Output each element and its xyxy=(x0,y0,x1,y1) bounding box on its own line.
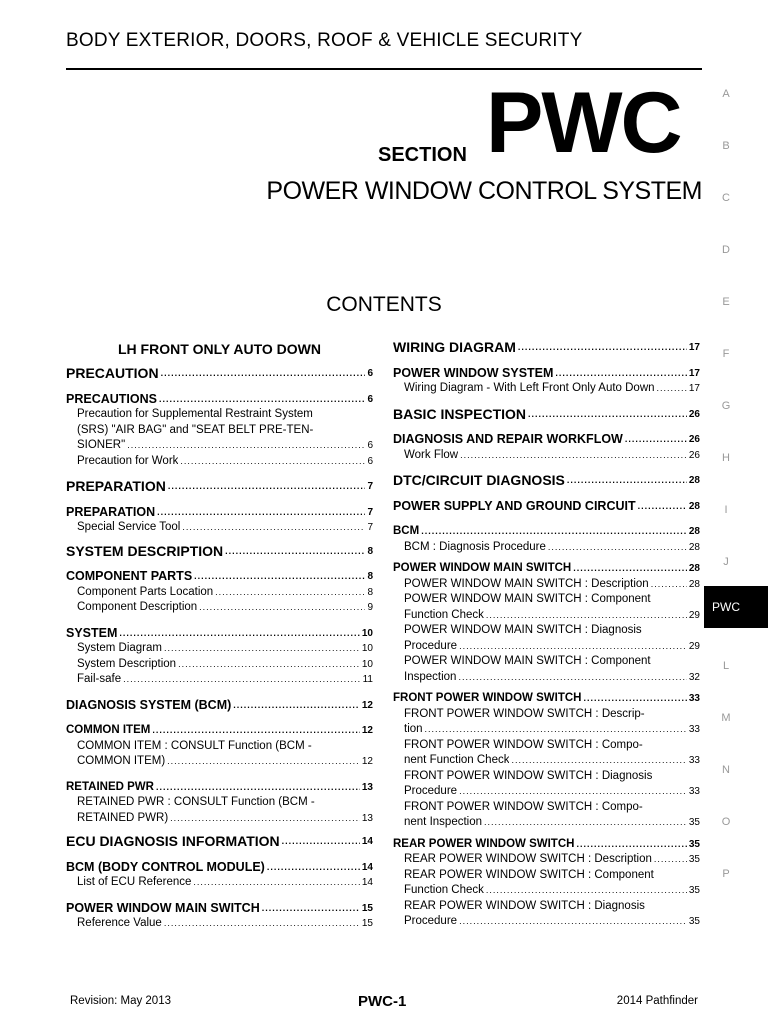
toc-entry-line[interactable]: FRONT POWER WINDOW SWITCH : Compo- xyxy=(404,738,643,751)
toc-entry[interactable]: System Diagram ..... 10 xyxy=(66,641,373,657)
toc-entry[interactable]: PRECAUTIONS ..... 6 xyxy=(66,392,373,408)
toc-entry[interactable]: PRECAUTION ..... 6 xyxy=(66,366,373,382)
toc-entry-line[interactable]: (SRS) "AIR BAG" and "SEAT BELT PRE-TEN- xyxy=(77,423,314,436)
toc-entry-line[interactable]: REAR POWER WINDOW SWITCH : Component xyxy=(404,868,654,881)
footer-page-number: PWC-1 xyxy=(358,993,407,1010)
contents-heading: CONTENTS xyxy=(326,293,442,316)
footer-revision: Revision: May 2013 xyxy=(70,995,171,1007)
section-index xyxy=(712,86,740,918)
toc-entry[interactable]: Reference Value ..... 15 xyxy=(66,916,373,932)
toc-entry[interactable]: Fail-safe ..... 11 xyxy=(66,672,373,688)
toc-entry[interactable]: COMPONENT PARTS ..... 8 xyxy=(66,569,373,585)
toc-entry[interactable]: BCM : Diagnosis Procedure ..... 28 xyxy=(393,540,700,556)
toc-entry[interactable]: REAR POWER WINDOW SWITCH ..... 35 xyxy=(393,837,700,853)
toc-entry[interactable]: Function Check ..... 29 xyxy=(393,608,700,624)
toc-entry[interactable]: Component Parts Location ..... 8 xyxy=(66,585,373,601)
toc-entry-line[interactable]: FRONT POWER WINDOW SWITCH : Compo- xyxy=(404,800,643,813)
toc-entry[interactable]: FRONT POWER WINDOW SWITCH ..... 33 xyxy=(393,691,700,707)
toc-entry-line[interactable]: Precaution for Supplemental Restraint System xyxy=(77,408,313,420)
footer-model: 2014 Pathfinder xyxy=(616,995,698,1007)
toc-entry-line[interactable]: POWER WINDOW MAIN SWITCH : Diagnosis xyxy=(404,624,642,636)
index-letter[interactable]: E xyxy=(722,296,730,308)
toc-entry[interactable]: nent Inspection ..... 35 xyxy=(393,815,700,831)
toc-entry[interactable]: POWER WINDOW MAIN SWITCH : Description ..... 28 xyxy=(393,577,700,593)
index-letter[interactable]: B xyxy=(722,140,730,152)
toc-entry[interactable]: RETAINED PWR ..... 13 xyxy=(66,780,373,796)
toc-entry[interactable]: SYSTEM ..... 10 xyxy=(66,626,373,642)
toc-entry[interactable]: DTC/CIRCUIT DIAGNOSIS ..... 28 xyxy=(393,473,700,489)
index-letter[interactable]: O xyxy=(721,816,731,828)
toc-entry[interactable]: Precaution for Work ..... 6 xyxy=(66,454,373,470)
toc-entry[interactable]: SIONER" ..... 6 xyxy=(66,438,373,454)
toc-entry[interactable]: DIAGNOSIS SYSTEM (BCM) ..... 12 xyxy=(66,698,373,714)
toc-entry-line[interactable]: REAR POWER WINDOW SWITCH : Diagnosis xyxy=(404,899,645,912)
toc-entry[interactable]: Procedure ..... 29 xyxy=(393,639,700,655)
toc-right-column xyxy=(393,340,700,930)
toc-entry[interactable]: POWER WINDOW SYSTEM ..... 17 xyxy=(393,366,700,382)
toc-entry[interactable]: Wiring Diagram - With Left Front Only Auto Down ..... 17 xyxy=(393,381,700,397)
toc-entry[interactable]: POWER WINDOW MAIN SWITCH ..... 15 xyxy=(66,901,373,917)
toc-entry[interactable]: Procedure ..... 35 xyxy=(393,914,700,930)
toc-entry[interactable]: PREPARATION ..... 7 xyxy=(66,505,373,521)
toc-group-title: LH FRONT ONLY AUTO DOWN xyxy=(118,341,321,357)
index-letter[interactable]: M xyxy=(721,712,731,724)
index-letter[interactable]: J xyxy=(723,556,729,568)
toc-entry[interactable]: Inspection ..... 32 xyxy=(393,670,700,686)
toc-entry[interactable]: BASIC INSPECTION ..... 26 xyxy=(393,407,700,423)
toc-entry[interactable]: RETAINED PWR) ..... 13 xyxy=(66,811,373,827)
toc-entry[interactable]: COMMON ITEM ..... 12 xyxy=(66,723,373,739)
document-category: BODY EXTERIOR, DOORS, ROOF & VEHICLE SECURITY xyxy=(66,30,583,51)
toc-entry[interactable]: Procedure ..... 33 xyxy=(393,784,700,800)
section-label: SECTION xyxy=(378,144,467,166)
toc-entry[interactable]: ECU DIAGNOSIS INFORMATION ..... 14 xyxy=(66,834,373,850)
toc-entry[interactable]: tion ..... 33 xyxy=(393,722,700,738)
toc-entry-line[interactable]: FRONT POWER WINDOW SWITCH : Descrip- xyxy=(404,707,645,720)
toc-left-column xyxy=(66,340,373,932)
toc-entry[interactable]: WIRING DIAGRAM ..... 17 xyxy=(393,340,700,356)
index-letter[interactable]: G xyxy=(721,400,731,412)
toc-entry[interactable]: Function Check ..... 35 xyxy=(393,883,700,899)
header-rule xyxy=(66,68,702,70)
toc-entry[interactable]: nent Function Check ..... 33 xyxy=(393,753,700,769)
toc-entry[interactable]: BCM ..... 28 xyxy=(393,524,700,540)
toc-entry-line[interactable]: RETAINED PWR : CONSULT Function (BCM - xyxy=(77,796,315,808)
toc-entry-line[interactable]: POWER WINDOW MAIN SWITCH : Component xyxy=(404,593,651,605)
index-letter[interactable]: A xyxy=(722,88,730,100)
toc-entry-line[interactable]: COMMON ITEM : CONSULT Function (BCM - xyxy=(77,739,312,752)
toc-entry[interactable]: Component Description ..... 9 xyxy=(66,600,373,616)
toc-entry[interactable]: POWER WINDOW MAIN SWITCH ..... 28 xyxy=(393,561,700,577)
index-letter[interactable]: H xyxy=(722,452,730,464)
index-letter[interactable]: N xyxy=(722,764,730,776)
toc-entry[interactable]: COMMON ITEM) ..... 12 xyxy=(66,754,373,770)
toc-entry[interactable]: REAR POWER WINDOW SWITCH : Description ..... 35 xyxy=(393,852,700,868)
section-code: PWC xyxy=(486,75,681,171)
index-letter[interactable]: I xyxy=(724,504,728,516)
toc-entry[interactable]: POWER SUPPLY AND GROUND CIRCUIT ..... 28 xyxy=(393,499,700,515)
index-letter[interactable]: L xyxy=(722,660,730,672)
index-letter[interactable]: D xyxy=(722,244,730,256)
toc-entry[interactable]: List of ECU Reference ..... 14 xyxy=(66,875,373,891)
toc-entry[interactable]: System Description ..... 10 xyxy=(66,657,373,673)
index-letter[interactable]: C xyxy=(722,192,730,204)
toc-entry[interactable]: Work Flow ..... 26 xyxy=(393,448,700,464)
toc-entry[interactable]: DIAGNOSIS AND REPAIR WORKFLOW ..... 26 xyxy=(393,432,700,448)
toc-entry[interactable]: PREPARATION ..... 7 xyxy=(66,479,373,495)
toc-entry-line[interactable]: FRONT POWER WINDOW SWITCH : Diagnosis xyxy=(404,769,653,782)
section-title: POWER WINDOW CONTROL SYSTEM xyxy=(266,177,702,205)
toc-entry-line[interactable]: POWER WINDOW MAIN SWITCH : Component xyxy=(404,655,651,667)
active-section-tab[interactable]: PWC xyxy=(704,586,768,628)
index-letter[interactable]: P xyxy=(722,868,730,880)
toc-entry[interactable]: Special Service Tool ..... 7 xyxy=(66,520,373,536)
index-letter[interactable]: F xyxy=(722,348,730,360)
toc-entry[interactable]: SYSTEM DESCRIPTION ..... 8 xyxy=(66,544,373,560)
toc-entry[interactable]: BCM (BODY CONTROL MODULE) ..... 14 xyxy=(66,860,373,876)
